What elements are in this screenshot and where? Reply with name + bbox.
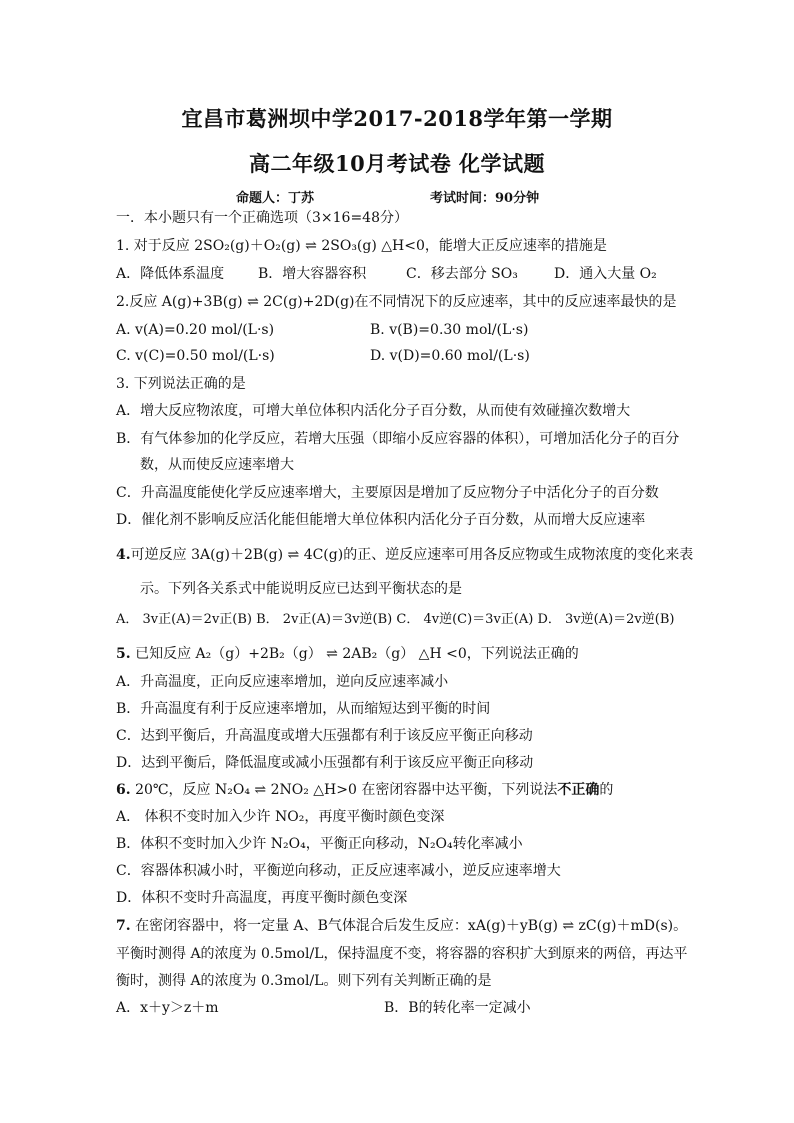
- exam-time-label: 考试时间：90分钟: [430, 191, 540, 206]
- question-6-number: 6.: [116, 782, 131, 798]
- question-5-stem-text: 已知反应 A₂（g）+2B₂（g） ⇌ 2AB₂（g） △H <0，下列说法正确的: [135, 646, 579, 662]
- question-7-number: 7.: [116, 918, 131, 934]
- question-1-option-b: B．增大容器容积: [258, 266, 367, 282]
- exam-title: 宜昌市葛洲坝中学2017-2018学年第一学期: [181, 106, 613, 131]
- question-5-option-c: C．达到平衡后，升高温度或增大压强都有利于该反应平衡正向移动: [116, 728, 533, 744]
- question-3-option-c: C．升高温度能使化学反应速率增大，主要原因是增加了反应物分子中活化分子的百分数: [116, 485, 659, 501]
- question-5-stem: [116, 644, 579, 664]
- question-5-option-b: B．升高温度有利于反应速率增加，从而缩短达到平衡的时间: [116, 701, 491, 717]
- question-7-option-b: B．B的转化率一定减小: [384, 1000, 531, 1016]
- author-label: 命题人：丁苏: [236, 191, 315, 206]
- question-6-stem-end: 的: [599, 782, 614, 798]
- question-3-stem: 3. 下列说法正确的是: [116, 376, 246, 392]
- question-5-option-a: A．升高温度，正向反应速率增加，逆向反应速率减小: [116, 674, 449, 690]
- question-6-option-d: D．体积不变时升高温度，再度平衡时颜色变深: [116, 890, 408, 906]
- question-7-stem-cont1: 平衡时测得 A的浓度为 0.5mol/L，保持温度不变，将容器的容积扩大到原来的两倍，再达平: [116, 946, 688, 962]
- exam-subtitle: 高二年级10月考试卷 化学试题: [248, 151, 546, 176]
- question-7-option-a: A．x＋y＞z＋m: [116, 1000, 219, 1016]
- question-3-option-d: D．催化剂不影响反应活化能但能增大单位体积内活化分子百分数，从而增大反应速率: [116, 512, 646, 528]
- question-5-option-d: D．达到平衡后，降低温度或减小压强都有利于该反应平衡正向移动: [116, 755, 534, 771]
- question-1-stem: 1. 对于反应 2SO₂(g)＋O₂(g) ⇌ 2SO₃(g) △H<0，能增大正反应速率的措施是: [116, 238, 607, 254]
- question-2-option-a: A. v(A)=0.20 mol/(L·s): [116, 322, 275, 338]
- question-1-option-a: A．降低体系温度: [116, 266, 225, 282]
- question-4-stem-text: 可逆反应 3A(g)＋2B(g) ⇌ 4C(g)的正、逆反应速率可用各反应物或生成物浓度的变化来表: [130, 547, 694, 563]
- question-2-stem: 2.反应 A(g)+3B(g) ⇌ 2C(g)+2D(g)在不同情况下的反应速率，其中的反应速率最快的是: [116, 294, 677, 310]
- question-2-option-b: B. v(B)=0.30 mol/(L·s): [370, 322, 529, 338]
- question-4-number: 4.: [116, 547, 131, 563]
- question-4-options: A． 3v正(A)＝2v正(B) B． 2v正(A)＝3v逆(B) C． 4v逆(C)＝3v正(A) D． 3v逆(A)＝2v逆(B): [116, 612, 675, 627]
- question-3-option-b: B．有气体参加的化学反应，若增大压强（即缩小反应容器的体积），可增加活化分子的百分: [116, 431, 680, 447]
- question-2-option-d: D. v(D)=0.60 mol/(L·s): [370, 348, 530, 364]
- question-7-stem-text: 在密闭容器中，将一定量 A、B气体混合后发生反应：xA(g)＋yB(g) ⇌ zC(g)＋mD(s)。: [135, 918, 688, 934]
- question-7-stem: [116, 916, 687, 936]
- question-6-option-a: A． 体积不变时加入少许 NO₂，再度平衡时颜色变深: [116, 809, 445, 825]
- question-1-option-c: C．移去部分 SO₃: [406, 266, 518, 282]
- section-heading: 一．本小题只有一个正确选项（3×16=48分）: [116, 210, 408, 226]
- question-4-stem: [116, 545, 693, 565]
- question-3-option-b-cont: 数，从而使反应速率增大: [140, 457, 294, 473]
- question-7-stem-cont2: 衡时，测得 A的浓度为 0.3mol/L。则下列有关判断正确的是: [116, 973, 492, 989]
- question-1-option-d: D．通入大量 O₂: [554, 266, 657, 282]
- question-6-emphasis: 不正确: [557, 782, 600, 798]
- question-6-option-b: B．体积不变时加入少许 N₂O₄，平衡正向移动，N₂O₄转化率减小: [116, 836, 523, 852]
- question-6-option-c: C．容器体积减小时，平衡逆向移动，正反应速率减小，逆反应速率增大: [116, 863, 561, 879]
- question-6-stem: [116, 780, 613, 800]
- question-6-stem-text: 20℃，反应 N₂O₄ ⇌ 2NO₂ △H>0 在密闭容器中达平衡，下列说法: [135, 782, 558, 798]
- question-4-stem-cont: 示。下列各关系式中能说明反应已达到平衡状态的是: [140, 581, 462, 597]
- question-2-option-c: C. v(C)=0.50 mol/(L·s): [116, 348, 275, 364]
- question-5-number: 5.: [116, 646, 131, 662]
- question-3-option-a: A．增大反应物浓度，可增大单位体积内活化分子百分数，从而使有效碰撞次数增大: [116, 403, 631, 419]
